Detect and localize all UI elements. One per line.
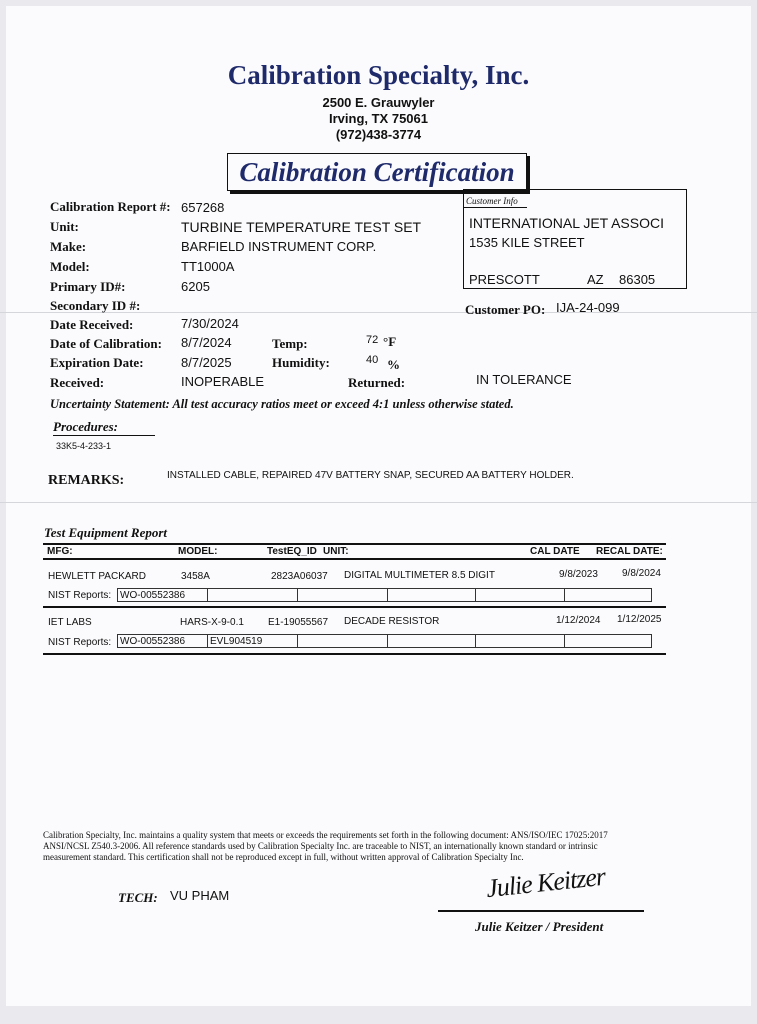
- row2-nist-report-2: EVL904519: [207, 634, 298, 648]
- returned-value: IN TOLERANCE: [476, 372, 572, 387]
- customer-name: INTERNATIONAL JET ASSOCI: [469, 215, 665, 231]
- row2-nist-report-6: [564, 634, 652, 648]
- procedures-underline: [53, 435, 155, 436]
- row2-testeq: E1-19055567: [268, 617, 329, 628]
- row1-unit: DIGITAL MULTIMETER 8.5 DIGIT: [344, 570, 495, 581]
- fold-line: [0, 502, 757, 503]
- received-value: INOPERABLE: [181, 374, 265, 389]
- cert-title: Calibration Certification: [239, 157, 515, 187]
- row2-rule: [43, 653, 666, 655]
- row2-mfg: IET LABS: [48, 617, 92, 628]
- header-cal-date: CAL DATE: [530, 546, 580, 557]
- phone-number: (972)438-3774: [335, 127, 422, 142]
- returned-label: Returned:: [348, 375, 406, 390]
- remarks-value: INSTALLED CABLE, REPAIRED 47V BATTERY SNAP, SECURED AA BATTERY HOLDER.: [167, 470, 574, 481]
- expiration-value: 8/7/2025: [181, 355, 232, 370]
- tech-name: VU PHAM: [170, 888, 230, 903]
- customer-info-underline: [463, 207, 527, 208]
- make-label: Make:: [50, 239, 87, 254]
- row1-nist-report-6: [564, 588, 652, 602]
- row2-nist-report-5: [475, 634, 565, 648]
- signature-line: [438, 910, 644, 912]
- header-model: MODEL:: [178, 546, 218, 557]
- cert-title-box: [227, 153, 527, 191]
- customer-po-value: IJA-24-099: [556, 300, 620, 315]
- row1-model: 3458A: [181, 571, 210, 582]
- primary-id-value: 6205: [181, 279, 210, 294]
- equipment-header-rule: [43, 558, 666, 560]
- header-mfg: MFG:: [47, 546, 73, 557]
- unit-label: Unit:: [50, 219, 79, 234]
- customer-street: 1535 KILE STREET: [469, 235, 585, 250]
- row2-nist-report-4: [387, 634, 476, 648]
- row1-testeq: 2823A06037: [271, 571, 328, 582]
- address-line2: Irving, TX 75061: [329, 111, 428, 126]
- model-label: Model:: [50, 259, 90, 274]
- primary-id-label: Primary ID#:: [50, 279, 126, 294]
- row1-nist-report-5: [475, 588, 565, 602]
- row1-nist-report-3: [297, 588, 388, 602]
- customer-city: PRESCOTT: [469, 272, 540, 287]
- equipment-top-rule: [43, 543, 666, 545]
- customer-po-label: Customer PO:: [465, 302, 546, 317]
- row1-nist-report-2: [207, 588, 298, 602]
- header-recal-date: RECAL DATE:: [596, 546, 663, 557]
- secondary-id-label: Secondary ID #:: [50, 298, 141, 313]
- temp-unit: °F: [383, 334, 397, 349]
- row1-mfg: HEWLETT PACKARD: [48, 571, 146, 582]
- date-received-label: Date Received:: [50, 317, 134, 332]
- row2-recal-date: 1/12/2025: [617, 614, 662, 625]
- row1-nist-label: NIST Reports:: [48, 590, 112, 601]
- signature: Julie Keitzer: [484, 861, 607, 904]
- expiration-label: Expiration Date:: [50, 355, 144, 370]
- date-calibration-value: 8/7/2024: [181, 335, 232, 350]
- row2-nist-report-3: [297, 634, 388, 648]
- row1-cal-date: 9/8/2023: [559, 569, 598, 580]
- humidity-unit: %: [387, 357, 400, 372]
- row1-nist-report-1: WO-00552386: [117, 588, 208, 602]
- row2-nist-label: NIST Reports:: [48, 637, 112, 648]
- header-unit: UNIT:: [323, 546, 349, 557]
- date-calibration-label: Date of Calibration:: [50, 336, 162, 351]
- row1-rule: [43, 606, 666, 608]
- customer-zip: 86305: [619, 272, 656, 287]
- row2-nist-report-1: WO-00552386: [117, 634, 208, 648]
- humidity-value: 40: [366, 354, 379, 366]
- customer-info-label: Customer Info: [466, 196, 518, 206]
- quality-statement: Calibration Specialty, Inc. maintains a quality system that meets or exceeds the requirements set forth in the following document: ANS/ISO/IEC 17025:2017 ANSI/NCSL Z540.3-2006. All reference standards used by Calibration Specialty Inc. are traceable to NIST, an internationally known standard or intrinsic measurement standard. This certification shall not be reproduced except in full, without written approval of Calibration Specialty Inc.: [43, 830, 608, 862]
- humidity-label: Humidity:: [272, 355, 330, 370]
- temp-value: 72: [366, 334, 379, 346]
- row2-unit: DECADE RESISTOR: [344, 616, 440, 627]
- address-line1: 2500 E. Grauwyler: [322, 95, 435, 110]
- report-number: 657268: [181, 200, 225, 215]
- company-name: Calibration Specialty, Inc.: [227, 60, 530, 90]
- uncertainty-statement: Uncertainty Statement: All test accuracy ratios meet or exceed 4:1 unless otherwise stated.: [50, 397, 514, 411]
- customer-state: AZ: [587, 272, 604, 287]
- date-received-value: 7/30/2024: [181, 316, 239, 331]
- tech-label: TECH:: [118, 890, 158, 905]
- signer-name: Julie Keitzer / President: [475, 919, 604, 934]
- procedures-value: 33K5-4-233-1: [56, 441, 112, 451]
- row1-recal-date: 9/8/2024: [622, 568, 661, 579]
- unit-value: TURBINE TEMPERATURE TEST SET: [181, 219, 422, 235]
- procedures-label: Procedures:: [53, 419, 118, 434]
- make-value: BARFIELD INSTRUMENT CORP.: [181, 239, 377, 254]
- received-label: Received:: [50, 375, 105, 390]
- header-testeq: TestEQ_ID: [267, 546, 317, 557]
- temp-label: Temp:: [272, 336, 308, 351]
- equipment-title: Test Equipment Report: [44, 525, 168, 540]
- row2-model: HARS-X-9-0.1: [180, 617, 244, 628]
- row2-cal-date: 1/12/2024: [556, 615, 601, 626]
- row1-nist-report-4: [387, 588, 476, 602]
- report-number-label: Calibration Report #:: [50, 199, 171, 214]
- model-value: TT1000A: [181, 259, 235, 274]
- remarks-label: REMARKS:: [48, 473, 125, 488]
